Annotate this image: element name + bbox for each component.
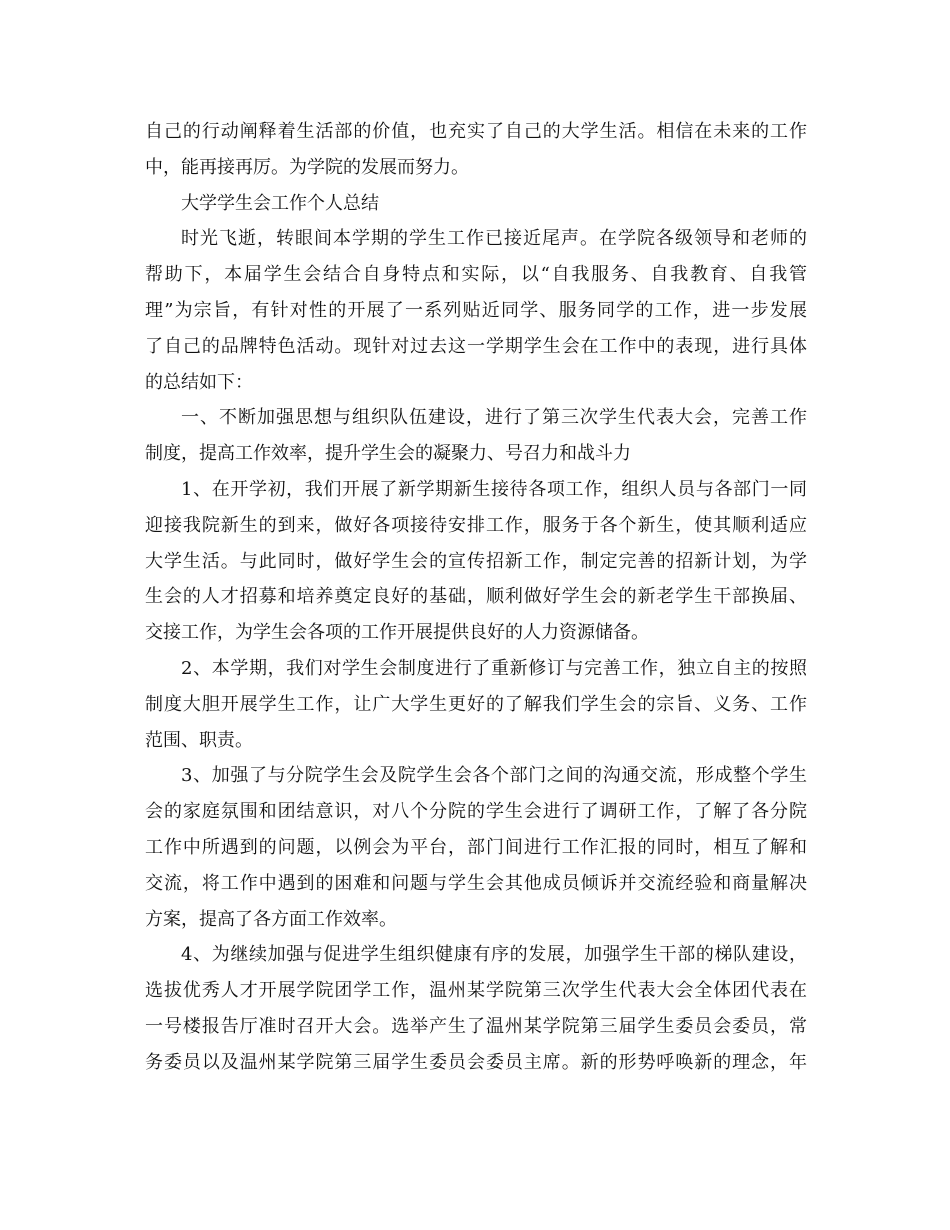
text-line: 2、本学期，我们对学生会制度进行了重新修订与完善工作，独立自主的按照 xyxy=(181,657,807,679)
text-line: 制度大胆开展学生工作，让广大学生更好的了解我们学生会的宗旨、义务、工作 xyxy=(145,693,807,715)
text-line: 范围、职责。 xyxy=(145,729,253,751)
text-line: 时光飞逝，转眼间本学期的学生工作已接近尾声。在学院各级领导和老师的 xyxy=(181,228,807,250)
document-body xyxy=(145,114,807,1081)
text-line: 4、为继续加强与促进学生组织健康有序的发展，加强学生干部的梯队建设， xyxy=(181,944,807,966)
text-line: 一、不断加强思想与组织队伍建设，进行了第三次学生代表大会，完善工作 xyxy=(181,407,807,429)
text-line: 迎接我院新生的到来，做好各项接待安排工作，服务于各个新生，使其顺利适应 xyxy=(145,514,807,536)
text-line: 选拔优秀人才开展学院团学工作，温州某学院第三次学生代表大会全体团代表在 xyxy=(145,980,807,1002)
text-line: 一号楼报告厅准时召开大会。选举产生了温州某学院第三届学生委员会委员，常 xyxy=(145,1015,807,1037)
text-line: 了自己的品牌特色活动。现针对过去这一学期学生会在工作中的表现，进行具体 xyxy=(145,335,807,357)
text-line: 生会的人才招募和培养奠定良好的基础，顺利做好学生会的新老学生干部换届、 xyxy=(145,586,807,608)
text-line: 理”为宗旨，有针对性的开展了一系列贴近同学、服务同学的工作，进一步发展 xyxy=(145,299,807,321)
text-line: 务委员以及温州某学院第三届学生委员会委员主席。新的形势呼唤新的理念，年 xyxy=(145,1051,807,1073)
text-line: 大学生活。与此同时，做好学生会的宣传招新工作，制定完善的招新计划，为学 xyxy=(145,550,807,572)
text-line: 自己的行动阐释着生活部的价值，也充实了自己的大学生活。相信在未来的工作 xyxy=(145,121,807,142)
text-line: 会的家庭氛围和团结意识，对八个分院的学生会进行了调研工作，了解了各分院 xyxy=(145,801,807,823)
text-line: 3、加强了与分院学生会及院学生会各个部门之间的沟通交流，形成整个学生 xyxy=(181,765,807,787)
text-line: 工作中所遇到的问题，以例会为平台，部门间进行工作汇报的同时，相互了解和 xyxy=(145,836,807,858)
text-line: 交流，将工作中遇到的困难和问题与学生会其他成员倾诉并交流经验和商量解决 xyxy=(145,872,807,894)
section-heading: 大学学生会工作个人总结 xyxy=(181,192,379,214)
text-line: 制度，提高工作效率，提升学生会的凝聚力、号召力和战斗力 xyxy=(145,443,631,465)
text-line: 中，能再接再厉。为学院的发展而努力。 xyxy=(145,156,469,178)
text-line: 帮助下，本届学生会结合自身特点和实际，以“自我服务、自我教育、自我管 xyxy=(145,264,807,286)
text-line: 交接工作，为学生会各项的工作开展提供良好的人力资源储备。 xyxy=(145,622,649,644)
text-line: 方案，提高了各方面工作效率。 xyxy=(145,908,397,930)
text-line: 的总结如下： xyxy=(145,371,253,393)
text-line: 1、在开学初，我们开展了新学期新生接待各项工作，组织人员与各部门一同 xyxy=(181,478,807,500)
